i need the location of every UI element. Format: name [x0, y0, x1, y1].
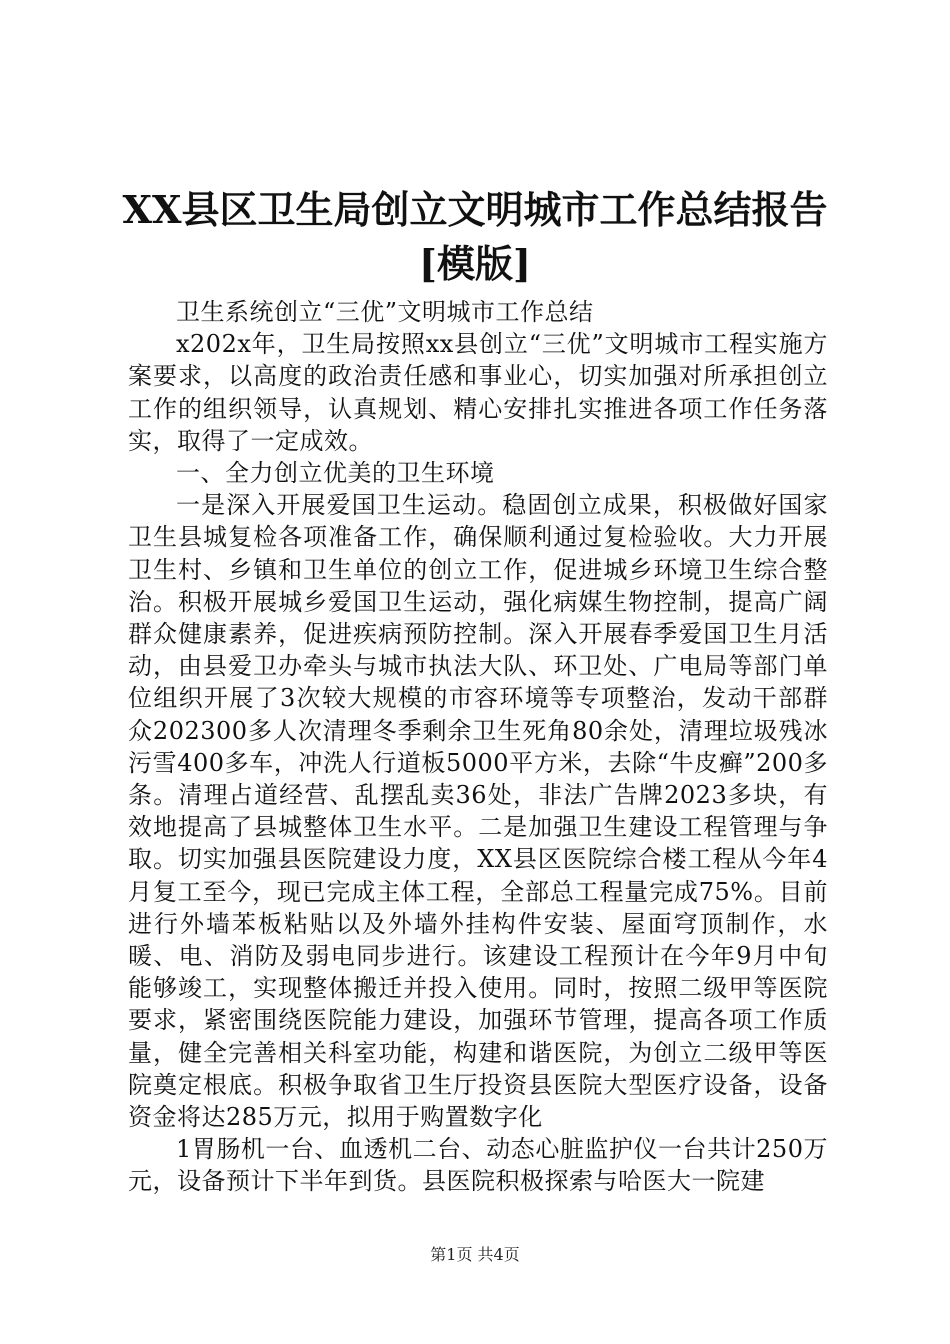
body-paragraph-continued: 1胃肠机一台、血透机二台、动态心脏监护仪一台共计250万元，设备预计下半年到货。县医院积极探索与哈医大一院建	[128, 1135, 828, 1196]
section-subtitle: 卫生系统创立“三优”文明城市工作总结	[176, 298, 594, 326]
page-footer: 第1页 共4页	[430, 1245, 520, 1264]
document-body	[128, 296, 828, 1198]
page-title: XX县区卫生局创立文明城市工作总结报告[模版]	[122, 187, 828, 287]
body-paragraph: 一是深入开展爱国卫生运动。稳固创立成果，积极做好国家卫生县城复检各项准备工作，确保顺利通过复检验收。大力开展卫生村、乡镇和卫生单位的创立工作，促进城乡环境卫生综合整治。积极开展城乡爱国卫生运动，强化病媒生物控制，提高广阔群众健康素养，促进疾病预防控制。深入开展春季爱国卫生月活动，由县爱卫办牵头与城市执法大队、环卫处、广电局等部门单位组织开展了3次较大规模的市容环境等专项整治，发动干部群众202300多人次清理冬季剩余卫生死角80余处，清理垃圾残冰污雪400多车，冲洗人行道板5000平方米，去除“牛皮癣”200多条。清理占道经营、乱摆乱卖36处，非法广告牌2023多块，有效地提高了县城整体卫生水平。二是加强卫生建设工程管理与争取。切实加强县医院建设力度，XX县区医院综合楼工程从今年4月复工至今，现已完成主体工程，全部总工程量完成75%。目前进行外墙苯板粘贴以及外墙外挂构件安装、屋面穹顶制作，水暖、电、消防及弱电同步进行。该建设工程预计在今年9月中旬能够竣工，实现整体搬迁并投入使用。同时，按照二级甲等医院要求，紧密围绕医院能力建设，加强环节管理，提高各项工作质量，健全完善相关科室功能，构建和谐医院，为创立二级甲等医院奠定根底。积极争取省卫生厅投资县医院大型医疗设备，设备资金将达285万元，拟用于购置数字化	[128, 491, 828, 1132]
intro-paragraph: x202x年，卫生局按照xx县创立“三优”文明城市工程实施方案要求，以高度的政治责任感和事业心，切实加强对所承担创立工作的组织领导，认真规划、精心安排扎实推进各项工作任务落实，取得了一定成效。	[128, 330, 828, 455]
section-heading: 一、全力创立优美的卫生环境	[176, 459, 495, 488]
